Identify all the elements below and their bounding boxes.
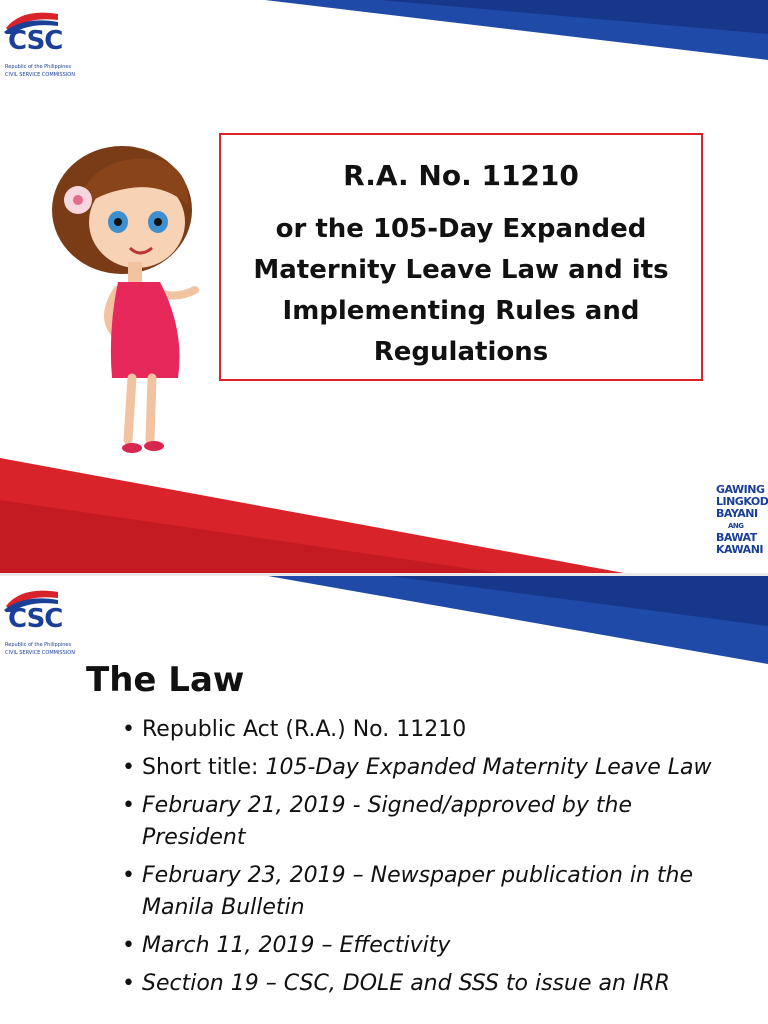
law-number: R.A. No. 11210 <box>343 159 579 192</box>
list-item: • Republic Act (R.A.) No. 11210 <box>120 714 720 746</box>
list-item: • Section 19 – CSC, DOLE and SSS to issue an IRR <box>120 968 720 1000</box>
list-item: • February 23, 2019 – Newspaper publication in the Manila Bulletin <box>120 860 720 924</box>
slogan-line: KAWANI <box>716 543 763 556</box>
logo-subtitle: Republic of the Philippines <box>5 642 72 648</box>
slide-title: or the 105-Day Expanded Maternity Leave Law and its Implementing Rules and Regulations <box>253 214 669 367</box>
logo-subtitle: Republic of the Philippines <box>5 64 72 70</box>
slogan-line: LINGKOD <box>716 495 768 508</box>
pregnant-woman-illustration <box>52 146 195 453</box>
csc-logo <box>2 582 75 662</box>
slogan <box>716 484 768 556</box>
slogan-line: GAWING <box>716 483 765 496</box>
list-item: • Short title: 105-Day Expanded Maternity Leave Law <box>120 752 720 784</box>
list-item: • March 11, 2019 – Effectivity <box>120 930 720 962</box>
slogan-line: BAWAT <box>716 531 757 544</box>
bullet-list <box>120 714 720 1006</box>
the-law-slide <box>0 576 768 1024</box>
slogan-line: ANG <box>728 522 744 530</box>
logo-subtitle-2: CIVIL SERVICE COMMISSION <box>5 650 75 656</box>
logo-text: CSC <box>8 604 63 634</box>
slogan-line: BAYANI <box>716 507 758 520</box>
logo-subtitle-2: CIVIL SERVICE COMMISSION <box>5 72 75 78</box>
slide-title: The Law <box>86 660 245 700</box>
list-item: • February 21, 2019 - Signed/approved by the President <box>120 790 720 854</box>
csc-logo <box>2 4 75 84</box>
logo-text: CSC <box>8 26 63 56</box>
title-box <box>219 133 703 381</box>
